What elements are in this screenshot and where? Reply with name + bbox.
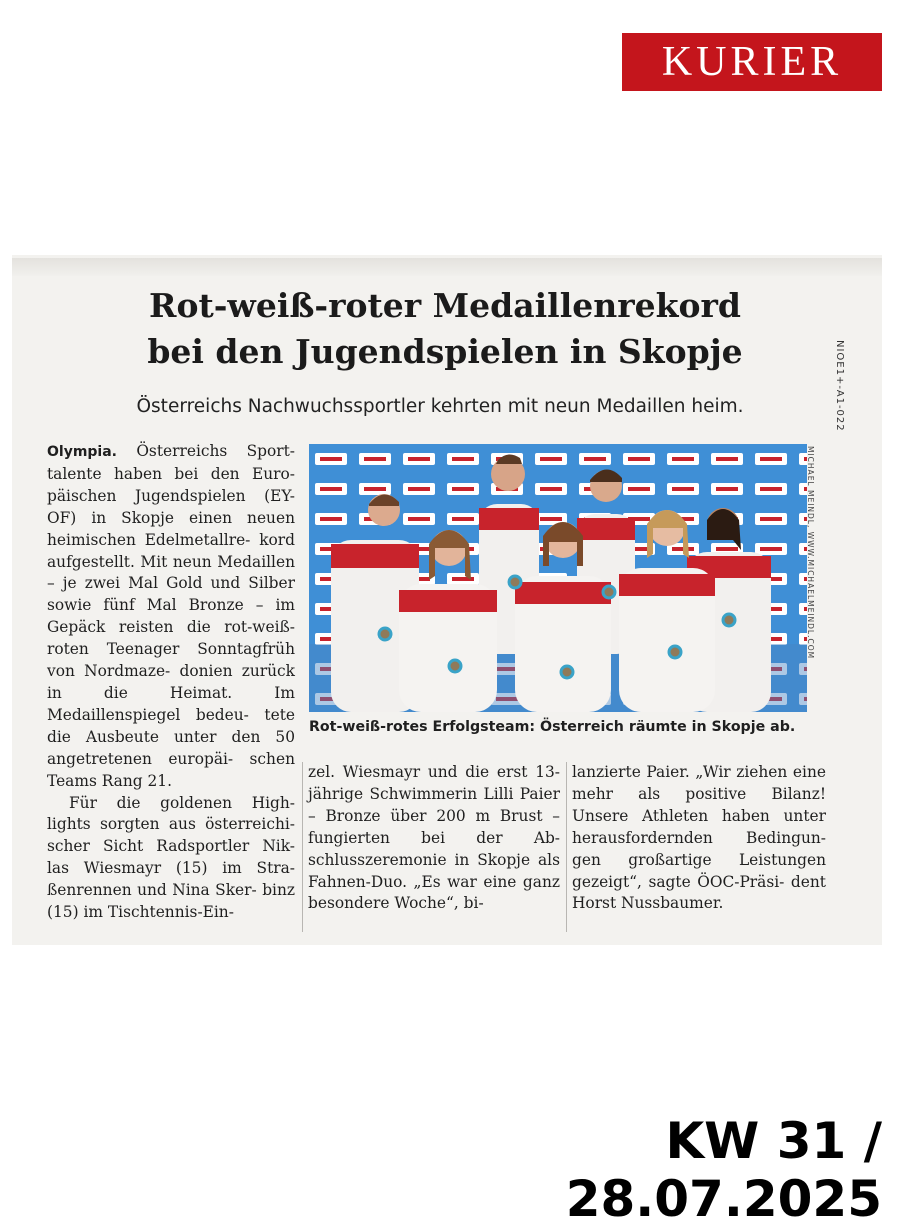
col1-line: binz (15) im Tischtennis-Ein- — [47, 881, 295, 922]
col1-line: päischen Jugendspielen (EY- — [47, 486, 295, 505]
col1-line: ßenrennen und Nina Sker- — [47, 881, 257, 900]
col1-line: Medaillen – je zwei Mal Gold — [47, 552, 295, 593]
headline-line-1: Rot-weiß-roter Medaillenrekord — [149, 286, 741, 325]
article-column-2 — [308, 762, 560, 915]
col1-line: scher Sicht Radsportler Nik- — [47, 837, 295, 856]
col2-line: Paier – Bronze über 200 m — [308, 784, 560, 825]
column-divider — [302, 762, 303, 932]
lead-label: Olympia. — [47, 444, 117, 460]
col1-line: Im Medaillenspiegel bedeu- — [47, 683, 295, 724]
col1-line: Bronze – im Gepäck reisten — [47, 596, 295, 637]
col2-line: 13-jährige Schwimmerin Lilli — [308, 763, 560, 803]
article-subheadline: Österreichs Nachwuchssportler kehrten mit neun Medaillen heim. — [136, 396, 744, 417]
headline-line-2: bei den Jugendspielen in Skopje — [147, 332, 743, 371]
col2-line: ganz besondere Woche“, bi- — [308, 872, 560, 913]
col1-line: schen Teams Rang 21. — [47, 749, 295, 790]
col3-line: dent Horst Nussbaumer. — [572, 872, 826, 913]
clipping-edge — [12, 258, 882, 276]
col3-line: gezeigt“, sagte ÖOC-Präsi- — [572, 872, 785, 891]
col1-line: kord aufgestellt. Mit neun — [47, 530, 295, 571]
col1-line: talente haben bei den Euro- — [47, 464, 295, 483]
paragraph-2 — [47, 793, 295, 924]
col1-line: lights sorgten aus österreichi- — [47, 815, 295, 834]
col3-line: Unsere Athleten haben unter — [572, 806, 826, 825]
col1-line: Sonntagfrüh von Nordmaze- — [47, 640, 295, 681]
col1-line: Für die goldenen High- — [69, 793, 295, 812]
paragraph-4 — [572, 762, 826, 915]
paragraph-1 — [47, 441, 295, 793]
front-row — [399, 510, 715, 712]
col1-line: 50 angetretenen europäi- — [47, 727, 295, 768]
col2-line: zel. Wiesmayr und die erst — [308, 763, 528, 781]
col3-line: gen großartige Leistungen — [572, 850, 826, 869]
kurier-logo — [622, 33, 882, 91]
issue-date-label: KW 31 / 28.07.2025 — [565, 1112, 882, 1228]
col1-line: tete die Ausbeute unter den — [47, 705, 295, 746]
col1-line: las Wiesmayr (15) im Stra- — [47, 859, 295, 878]
col2-line: als Fahnen-Duo. „Es war eine — [308, 850, 560, 891]
paragraph-3 — [308, 762, 560, 915]
col3-line: lanzierte Paier. „Wir ziehen — [572, 763, 788, 781]
team-photo — [309, 444, 807, 712]
article-column-1 — [47, 441, 295, 924]
col1-line: donien zurück in die Heimat. — [47, 662, 295, 702]
col3-line: eine mehr als positive Bilanz! — [572, 763, 826, 803]
col1-line: heimischen Edelmetallre- — [47, 530, 251, 549]
col1-line: die rot-weiß-roten Teenager — [47, 618, 295, 659]
photo-credit: MICHAEL MEINDL, WWW.MICHAELMEINDL.COM — [806, 446, 815, 660]
col1-line: Österreichs Sport- — [136, 442, 295, 460]
col2-line: schlusszeremonie in Skopje — [308, 850, 531, 869]
col1-line: und Silber sowie fünf Mal — [47, 574, 295, 615]
article-code: NIOE1+-A1-022 — [834, 340, 845, 432]
article-headline — [95, 283, 795, 375]
col2-line: Brust – fungierten bei der Ab- — [308, 806, 560, 847]
col3-line: herausfordernden Bedingun- — [572, 828, 826, 847]
brand-name: KURIER — [661, 39, 843, 85]
team-photo-image — [309, 444, 807, 712]
photo-caption: Rot-weiß-rotes Erfolgsteam: Österreich räumte in Skopje ab. — [309, 719, 796, 735]
article-column-3 — [572, 762, 826, 915]
col1-line: OF) in Skopje einen neuen — [47, 508, 295, 527]
column-divider — [566, 762, 567, 932]
